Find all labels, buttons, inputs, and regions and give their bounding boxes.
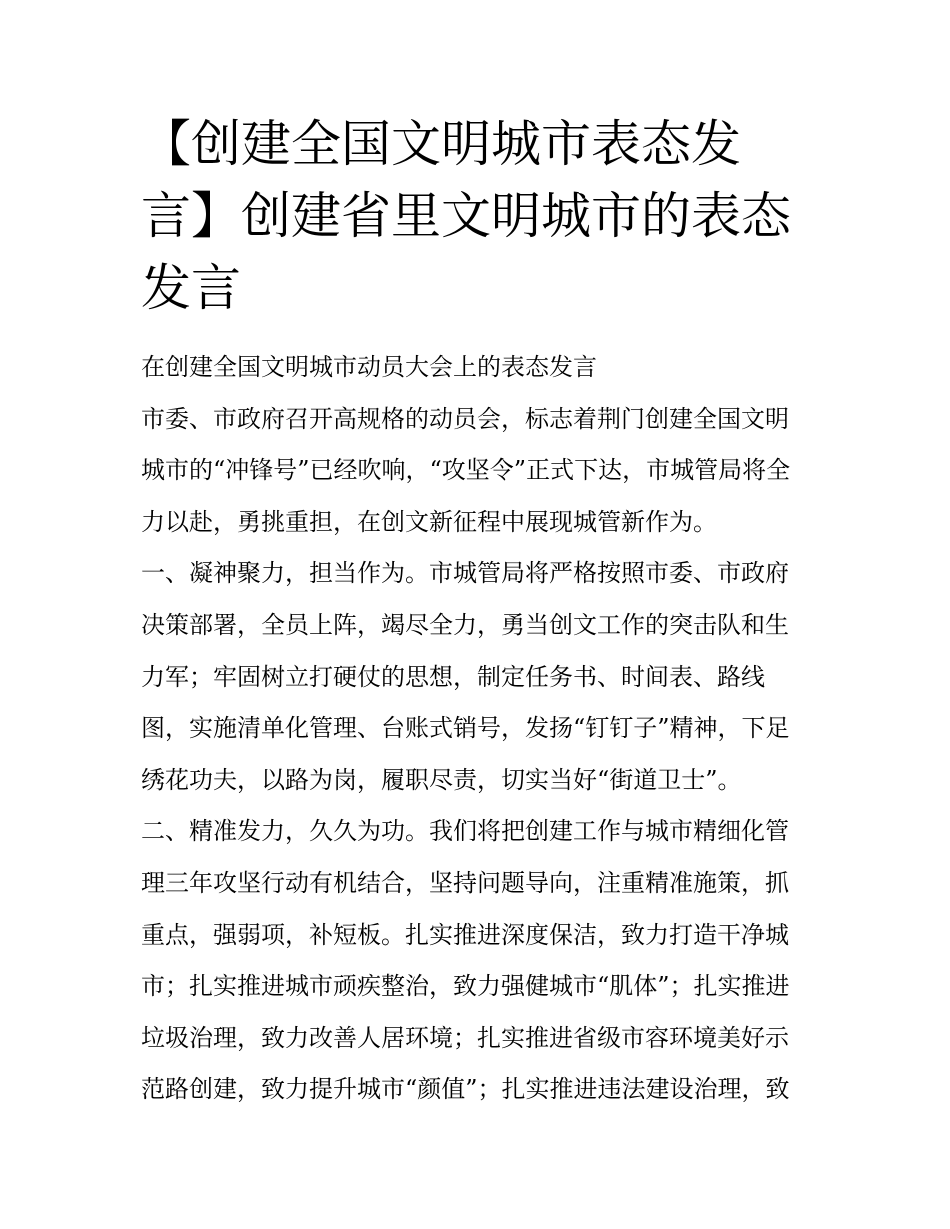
- body-line: 一、凝神聚力，担当作为。市城管局将严格按照市委、市政府: [141, 559, 789, 588]
- body-line: 城市的“冲锋号”已经吹响，“攻坚令”正式下达，市城管局将全: [141, 456, 791, 485]
- title-line: 言】创建省里文明城市的表态: [141, 187, 791, 245]
- body-line: 力军；牢固树立打硬仗的思想，制定任务书、时间表、路线: [141, 662, 765, 691]
- title-line: 发言: [141, 259, 241, 317]
- body-line: 二、精准发力，久久为功。我们将把创建工作与城市精细化管: [141, 817, 789, 846]
- body-line: 决策部署，全员上阵，竭尽全力，勇当创文工作的突击队和生: [141, 610, 789, 639]
- body-line: 理三年攻坚行动有机结合，坚持问题导向，注重精准施策，抓: [141, 868, 789, 897]
- body-line: 重点，强弱项，补短板。扎实推进深度保洁，致力打造干净城: [141, 920, 789, 949]
- document-title: [141, 108, 801, 324]
- body-line: 绣花功夫，以路为岗，履职尽责，切实当好“街道卫士”。: [141, 765, 742, 794]
- body-line: 力以赴，勇挑重担，在创文新征程中展现城管新作为。: [141, 507, 717, 536]
- body-line: 市；扎实推进城市顽疾整治，致力强健城市“肌体”；扎实推进: [141, 972, 790, 1001]
- body-line: 范路创建，致力提升城市“颜值”；扎实推进违法建设治理，致: [141, 1075, 790, 1104]
- body-line: 垃圾治理，致力改善人居环境；扎实推进省级市容环境美好示: [141, 1023, 789, 1052]
- body-line: 在创建全国文明城市动员大会上的表态发言: [141, 353, 597, 381]
- title-line: 【创建全国文明城市表态发: [141, 115, 741, 173]
- document-body: [141, 342, 820, 1116]
- body-line: 图，实施清单化管理、台账式销号，发扬“钉钉子”精神，下足: [141, 714, 790, 743]
- body-line: 市委、市政府召开高规格的动员会，标志着荆门创建全国文明: [141, 404, 789, 433]
